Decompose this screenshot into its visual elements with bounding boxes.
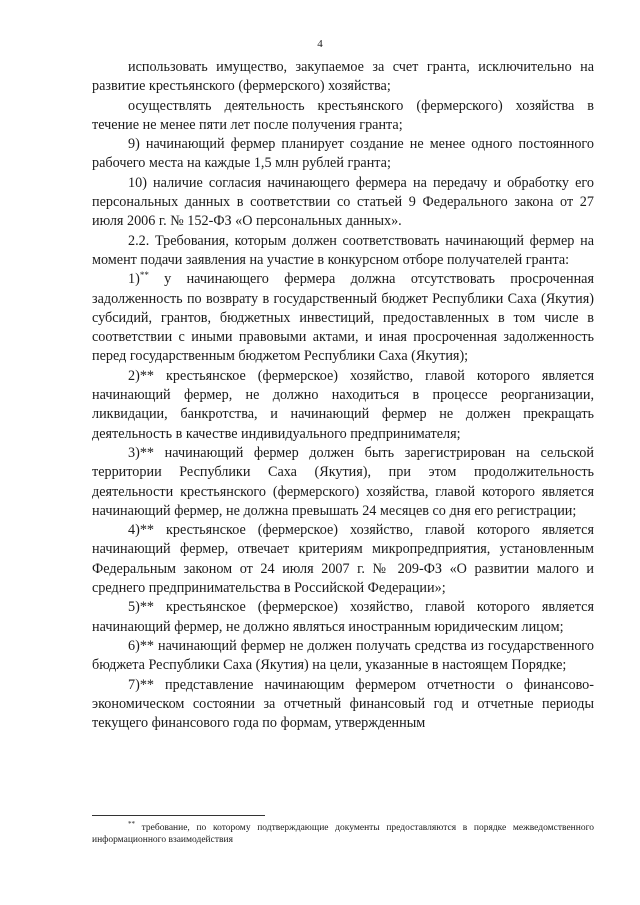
paragraph-activity-duration: осуществлять деятельность крестьянского (фермерского) хозяйства в течение не менее пяти лет после получения гранта;	[92, 97, 594, 133]
requirement-item-4	[92, 521, 594, 598]
requirement-text: представление начинающим фермером отчетности о финансово-экономическом состоянии за отчетный финансовый год и отчетные периоды текущего финансового года по формам, утвержденным	[92, 676, 594, 732]
requirement-item-1	[92, 270, 594, 366]
requirement-number: 7)**	[128, 676, 155, 693]
requirement-text: крестьянское (фермерское) хозяйство, главой которого является начинающий фермер, отвечает критериям микропредприятия, установленным Федеральным законом от 24 июля 2007 г. № 209-ФЗ «О развитии малого и среднего предпринимательства в Российской Федерации»;	[92, 522, 594, 597]
document-body	[92, 58, 594, 733]
footnote-divider	[92, 815, 265, 816]
footnote-text: требование, по которому подтверждающие документы предоставляются в порядке межведомственного информационного взаимодействия	[92, 823, 594, 845]
paragraph-item-10: 10) наличие согласия начинающего фермера на передачу и обработку его персональных данных в соответствии со статьей 9 Федерального закона от 27 июля 2006 г. № 152-ФЗ «О персональных данных».	[92, 174, 594, 230]
requirement-text: крестьянское (фермерское) хозяйство, главой которого является начинающий фермер, не должно находиться в процессе реорганизации, ликвидации, банкротства, и начинающий фермер не должен прекращать деятельность в качестве индивидуального предпринимателя;	[92, 367, 594, 442]
paragraph-use-property: использовать имущество, закупаемое за счет гранта, исключительно на развитие крестьянского (фермерского) хозяйства;	[92, 59, 594, 95]
requirement-number: 4)**	[128, 522, 155, 539]
requirement-number: 3)**	[128, 444, 155, 461]
requirement-item-3	[92, 444, 594, 521]
requirement-item-6	[92, 637, 594, 676]
requirement-number: 2)**	[128, 367, 155, 384]
requirement-number: 5)**	[128, 599, 155, 616]
paragraph-section-2-2: 2.2. Требования, которым должен соответствовать начинающий фермер на момент подачи заявления на участие в конкурсном отборе получателей гранта:	[92, 232, 594, 268]
requirement-item-2	[92, 367, 594, 444]
requirement-item-7	[92, 676, 594, 734]
footnote	[92, 822, 594, 846]
requirement-item-5	[92, 598, 594, 637]
footnote-marker: **	[139, 270, 149, 281]
requirement-number: 6)**	[128, 637, 155, 654]
paragraph-item-9: 9) начинающий фермер планирует создание не менее одного постоянного рабочего места на каждые 1,5 млн рублей гранта;	[92, 136, 594, 172]
requirement-number: 1)	[128, 271, 140, 288]
footnote-marker: **	[128, 820, 135, 828]
requirement-text: у начинающего фермера должна отсутствовать просроченная задолженность по возврату в государственный бюджет Республики Саха (Якутия) субсидий, грантов, бюджетных инвестиций, предоставленных в том числе в соответствии с иными правовыми актами, и иная просроченная задолженность перед государственным бюджетом Республики Саха (Якутия);	[92, 271, 594, 365]
page-number: 4	[317, 38, 323, 50]
requirement-text: крестьянское (фермерское) хозяйство, главой которого является начинающий фермер, не должно являться иностранным юридическим лицом;	[92, 599, 594, 635]
requirement-text: начинающий фермер не должен получать средства из государственного бюджета Республики Саха (Якутия) на цели, указанные в настоящем Порядке;	[92, 637, 594, 674]
requirement-text: начинающий фермер должен быть зарегистрирован на сельской территории Республики Саха (Якутия), при этом продолжительность деятельности крестьянского (фермерского) хозяйства, главой которого является начинающий фермер, не должна превышать 24 месяцев со дня его регистрации;	[92, 444, 594, 519]
footnote-paragraph	[92, 822, 594, 846]
